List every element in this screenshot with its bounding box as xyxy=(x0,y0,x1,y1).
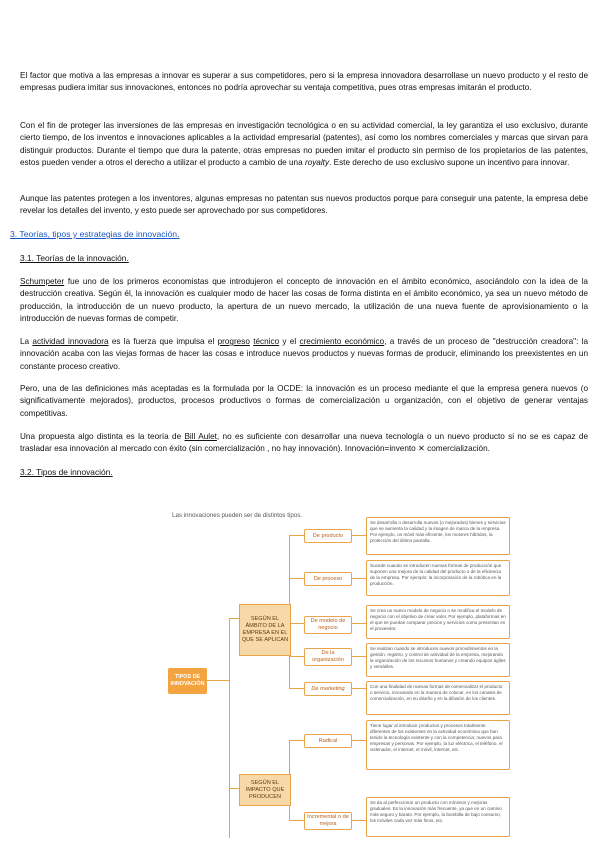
connector xyxy=(289,688,304,689)
section-3-heading-end: . xyxy=(177,229,180,239)
paragraph-patent-disclosure: Aunque las patentes protegen a los inventores, algunas empresas no patentan sus nuevos productos porque para conseguir una patente, la empresa debe revelar los detalles del invento, y esto puede ser aprovechado por sus competidores. xyxy=(20,194,588,216)
connector xyxy=(350,740,366,741)
text-fragment: y el xyxy=(279,337,300,346)
paragraph-schumpeter xyxy=(20,276,588,326)
type-process-description: Sucede cuando se introducen nuevas formas de producción que suponen una mejora de la calidad del producto o de la eficiencia de la empresa. Por ejemplo: la incorporación de la robótica en la producción. xyxy=(366,560,510,596)
section-31-heading xyxy=(20,252,129,264)
section-3-link[interactable]: 3. Teorías, tipos y estrategias de innovación xyxy=(10,229,178,239)
innovation-types-diagram xyxy=(160,508,520,843)
connector xyxy=(289,623,304,624)
section-32-title-end: . xyxy=(110,467,113,477)
schumpeter-link[interactable]: Schumpeter xyxy=(20,277,65,286)
schumpeter-text: fue uno de los primeros economistas que introdujeron el concepto de innovación en el ámbito económico, asociándolo con la idea de la destrucción creativa. Según él, la innovación es cualquier modo de hacer las cosas de forma distinta en el ámbito económico, ya sea un nuevo método de producción, la introducción de un nuevo producto, la apertura de un nuevo mercado, la utilización de una nueva fuente de aprovisionamiento o la introducción de nuevas formas de competir. xyxy=(20,277,588,324)
section-31-title-end: . xyxy=(126,253,129,263)
connector xyxy=(350,820,366,821)
type-product-description: Se desarrolla o desarrolla nuevos (o mejorados) bienes y servicios que se aumenta la calidad y la imagen de marca de la empresa. Por ejemplo, un móvil más eficiente, los motores híbridos, la protección del último pantalla. xyxy=(366,517,510,555)
type-radical-node: Radical xyxy=(304,734,352,748)
economic-growth-link[interactable]: crecimiento económico xyxy=(299,337,385,346)
category-scope-node: SEGÚN EL ÁMBITO DE LA EMPRESA EN EL QUE SE APLICAN xyxy=(239,604,291,656)
bill-aulet-link[interactable]: Bill Aulet xyxy=(184,432,217,441)
type-marketing-description: Con una finalidad de nuevas formas de comercializar el producto o servicio, innovando en la manera de colocar, en los canales de comercialización, en su diseño y en la difusión de los clientes. xyxy=(366,681,510,715)
royalty-term: royalty xyxy=(304,158,330,168)
connector xyxy=(350,688,366,689)
progress-link[interactable]: progreso xyxy=(217,337,250,346)
type-organization-node: De la organización xyxy=(304,648,352,666)
paragraph-innovative-activity xyxy=(20,336,588,373)
text-fragment: , a través de un proceso de "destrucción creadora": la innovación acaba con las viejas formas de hacer las cosas e introduce nuevos productos y nuevas formas de producir, eliminando los preexistentes en un constante proceso creativo. xyxy=(20,337,589,371)
connector xyxy=(229,788,239,789)
text-fragment: , no es suficiente con desarrollar una nueva tecnología o un nuevo producto si no se es capaz de trasladar esa innovación al mercado con éxito (sin comercialización , no hay innovación). Innovación=invento ✕ comercialización. xyxy=(20,432,588,454)
connector xyxy=(350,535,366,536)
type-marketing-node: De marketing xyxy=(304,682,352,696)
connector xyxy=(229,618,239,619)
type-incremental-node: Incremental o de mejora xyxy=(304,812,352,830)
section-32-title: 3.2. Tipos de innovación xyxy=(20,467,111,477)
text-fragment: es la fuerza que impulsa el xyxy=(108,337,218,346)
type-business-model-description: Se crea un nuevo modelo de negocio o se modifica el modelo de negocio con el objetivo de crear valor. Por ejemplo, plataformas en el que se puedan comparar precios y servicios como presentan en el proveedor. xyxy=(366,605,510,639)
paragraph-patents xyxy=(20,120,588,170)
connector xyxy=(289,535,304,536)
connector xyxy=(289,578,304,579)
connector xyxy=(229,618,230,838)
type-business-model-node: De modelo de negocio xyxy=(304,616,352,634)
connector xyxy=(289,820,304,821)
technical-link[interactable]: técnico xyxy=(253,337,280,346)
innovative-activity-link[interactable]: actividad innovadora xyxy=(32,337,109,346)
connector xyxy=(289,656,304,657)
type-radical-description: Tiene lugar al introducir productos y procesos totalmente diferentes de los existentes en la actividad económica que han tenido la tecnología existente y con la competencia; nuevos para empresas y personas. Por ejemplo, la luz eléctrica, el teléfono, el ordenador, el internet, el móvil, internet, etc. xyxy=(366,720,510,770)
connector xyxy=(289,740,304,741)
root-node: TIPOS DE INNOVACIÓN xyxy=(168,668,207,694)
category-impact-node: SEGÚN EL IMPACTO QUE PRODUCEN xyxy=(239,774,291,806)
connector xyxy=(207,680,229,681)
connector xyxy=(350,578,366,579)
connector xyxy=(350,623,366,624)
type-product-node: De producto xyxy=(304,529,352,543)
patents-text: Con el fin de proteger las inversiones de las empresas en investigación tecnológica o en su actividad comercial, la ley garantiza el uso exclusivo, durante cierto tiempo, de los inventos e innovaciones aplicables a la actividad empresarial (patentes), así como los nombres comerciales y marcas que sirvan para distinguir productos. Durante el tiempo que dura la patente, otras empresas no pueden imitar el producto sin permiso de los propietarios de las patentes, estos pueden vender a otros el derecho a utilizar el producto a cambio de una xyxy=(20,121,588,168)
text-fragment: Una propuesta algo distinta es la teoría de xyxy=(20,432,185,441)
type-incremental-description: Se da al perfeccionar un producto con mínimos y mejoras graduales. Es la innovación más frecuente, ya que en un camino más seguro y barato. Por ejemplo, la bombilla de bajo consumo, los móviles cada vez más finos, etc. xyxy=(366,797,510,837)
patents-text-end: . Este derecho de uso exclusivo supone un incentivo para innovar. xyxy=(329,158,570,168)
section-3-heading[interactable] xyxy=(10,228,179,240)
section-31-title: 3.1. Teorías de la innovación xyxy=(20,253,127,263)
paragraph-competitive-motivation: El factor que motiva a las empresas a innovar es superar a sus competidores, pero si la empresa innovadora desarrollase un nuevo producto y el resto de empresas pudiera imitar sus innovaciones, entonces no podría aprovechar su ventaja competitiva, pues otras empresas imitarán el producto. xyxy=(20,71,588,93)
type-process-node: De proceso xyxy=(304,572,352,586)
paragraph-bill-aulet xyxy=(20,431,588,456)
paragraph-oecd-definition: Pero, una de las definiciones más aceptadas es la formulada por la OCDE: la innovación es un proceso mediante el que la empresa genera nuevos (o significativamente mejorados), productos, procesos productivos o formas de comercialización u organización, con el objetivo de generar ventajas competitivas. xyxy=(20,384,588,418)
section-32-heading xyxy=(20,466,113,478)
connector xyxy=(350,656,366,657)
text-fragment: La xyxy=(20,337,33,346)
diagram-caption: Las innovaciones pueden ser de distintos tipos. xyxy=(172,512,303,519)
type-organization-description: Se realizan cuando se introducen nuevos procedimientos en la gestión, registro, y control de actividad de la empresa, mejorando la organización de los recursos humanos y creando equipos ágiles y versátiles. xyxy=(366,643,510,677)
